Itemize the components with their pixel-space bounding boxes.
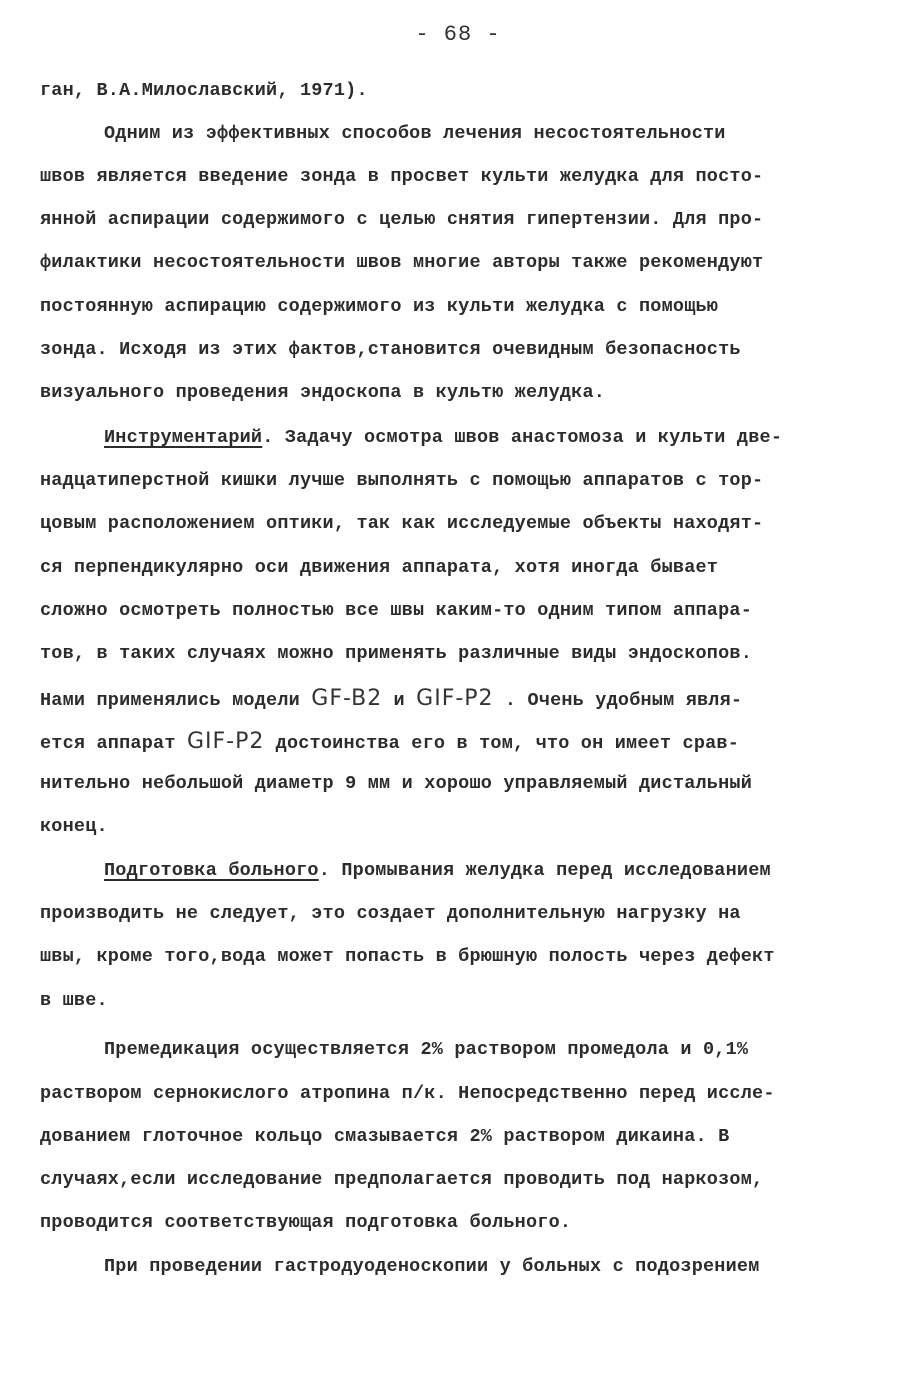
text-span: достоинства его в том, что он имеет срав- bbox=[275, 733, 740, 754]
section-heading-instruments: Инструментарий bbox=[104, 427, 263, 448]
text-span: и bbox=[393, 690, 405, 711]
text-line: раствором сернокислого атропина п/к. Непосредственно перед иссле- bbox=[40, 1083, 775, 1104]
text-line bbox=[40, 686, 742, 711]
text-line: проводится соответствующая подготовка больного. bbox=[40, 1212, 572, 1233]
text-line: сложно осмотреть полностью все швы каким-то одним типом аппара- bbox=[40, 600, 753, 621]
text-span: . Задачу осмотра швов анастомоза и культи две- bbox=[262, 427, 783, 448]
text-line: зонда. Исходя из этих фактов,становится очевидным безопасность bbox=[40, 339, 741, 360]
paragraph-start bbox=[104, 427, 782, 448]
text-line: ся перпендикулярно оси движения аппарата, хотя иногда бывает bbox=[40, 557, 719, 578]
text-line: нительно небольшой диаметр 9 мм и хорошо управляемый дистальный bbox=[40, 773, 753, 794]
text-line bbox=[40, 729, 739, 754]
text-line: швов является введение зонда в просвет культи желудка для посто- bbox=[40, 166, 764, 187]
text-line: в шве. bbox=[40, 990, 108, 1011]
text-span: . Очень удобным явля- bbox=[504, 690, 743, 711]
text-line: производить не следует, это создает дополнительную нагрузку на bbox=[40, 903, 741, 924]
text-span: . Промывания желудка перед исследованием bbox=[318, 860, 771, 881]
text-line: тов, в таких случаях можно применять различные виды эндоскопов. bbox=[40, 643, 753, 664]
text-line: случаях,если исследование предполагается проводить под наркозом, bbox=[40, 1169, 764, 1190]
page-number: - 68 - bbox=[415, 22, 501, 47]
text-line: дованием глоточное кольцо смазывается 2% раствором дикаина. В bbox=[40, 1126, 730, 1147]
text-span: Нами применялись модели bbox=[40, 690, 300, 711]
text-line: ган, В.А.Милославский, 1971). bbox=[40, 80, 368, 101]
handwritten-model-gif-p2: GIF-P2 bbox=[186, 729, 265, 754]
text-line: надцатиперстной кишки лучше выполнять с помощью аппаратов с тор- bbox=[40, 470, 764, 491]
handwritten-model-gf-b2: GF-B2 bbox=[311, 686, 383, 711]
section-heading-patient-prep: Подготовка больного bbox=[104, 860, 319, 881]
paragraph-start: При проведении гастродуоденоскопии у больных с подозрением bbox=[104, 1256, 760, 1277]
text-line: швы, кроме того,вода может попасть в брюшную полость через дефект bbox=[40, 946, 775, 967]
text-span: ется аппарат bbox=[40, 733, 176, 754]
text-line: визуального проведения эндоскопа в культю желудка. bbox=[40, 382, 606, 403]
paragraph-start: Одним из эффективных способов лечения несостоятельности bbox=[104, 123, 726, 144]
text-line: постоянную аспирацию содержимого из культи желудка с помощью bbox=[40, 296, 719, 317]
text-line: конец. bbox=[40, 816, 108, 837]
paragraph-start bbox=[104, 860, 771, 881]
handwritten-model-gif-p2: GIF-P2 bbox=[416, 686, 494, 711]
text-line: янной аспирации содержимого с целью снятия гипертензии. Для про- bbox=[40, 209, 764, 230]
text-line: филактики несостоятельности швов многие авторы также рекомендуют bbox=[40, 252, 764, 273]
text-line: цовым расположением оптики, так как исследуемые объекты находят- bbox=[40, 513, 764, 534]
paragraph-start: Премедикация осуществляется 2% раствором промедола и 0,1% bbox=[104, 1039, 749, 1060]
